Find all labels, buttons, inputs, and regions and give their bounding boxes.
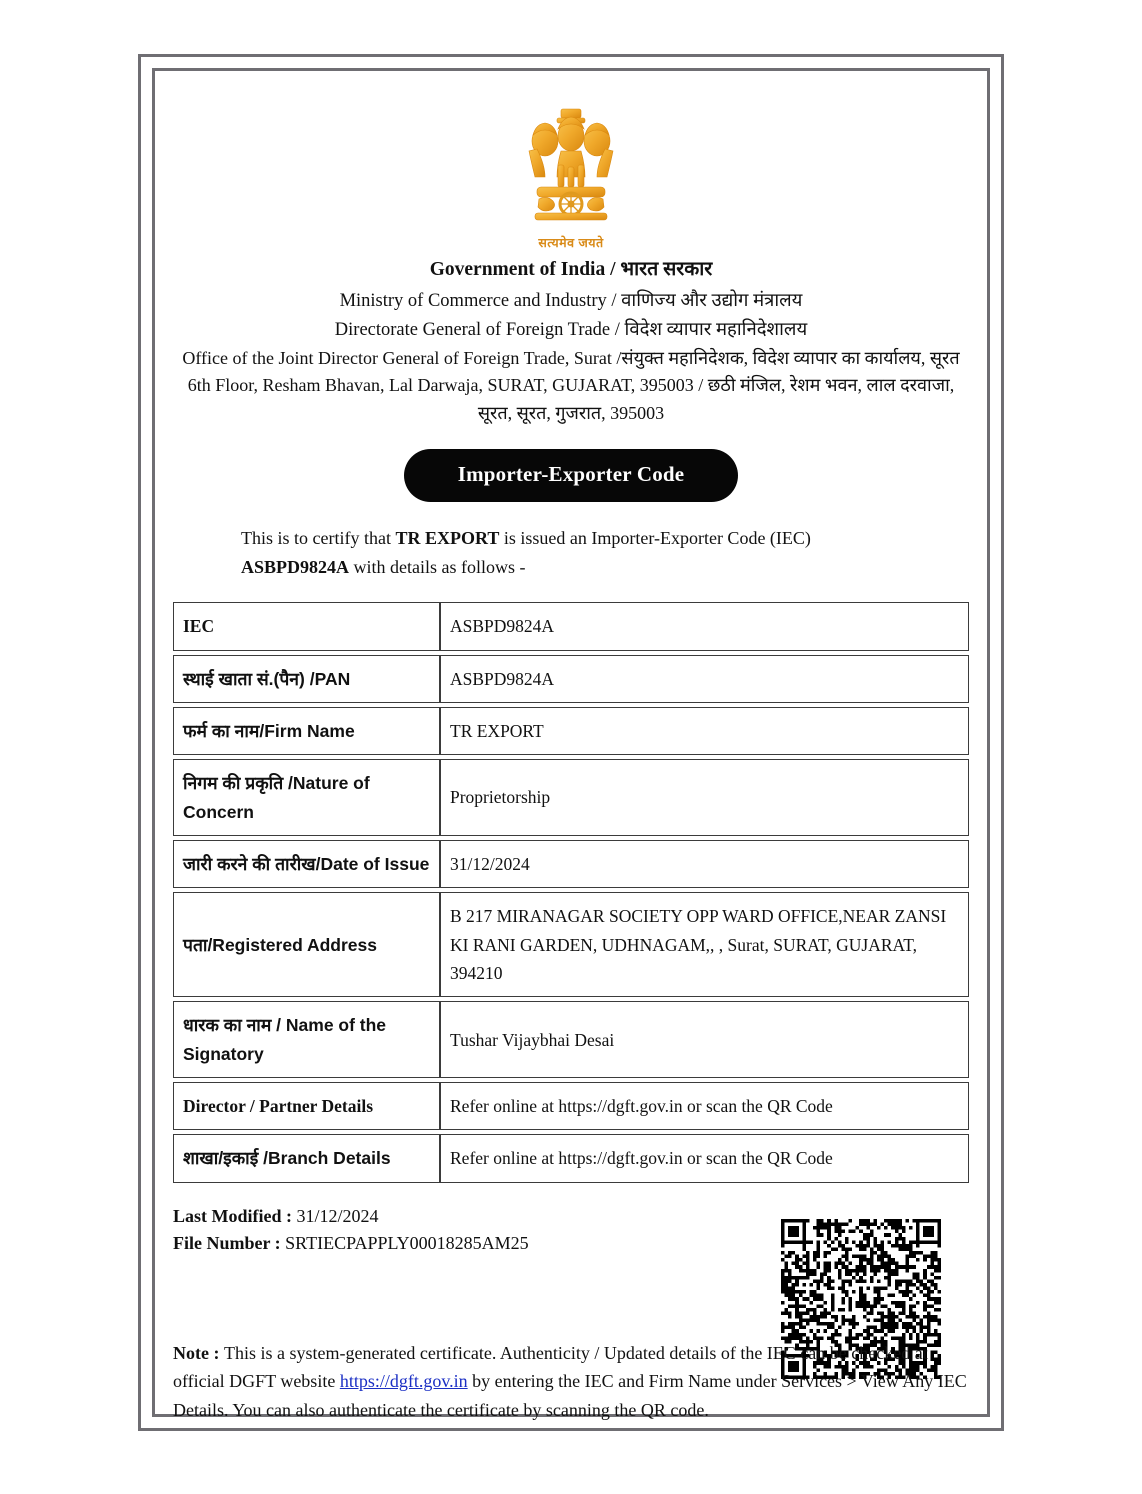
row-value-branch-details: Refer online at https://dgft.gov.in or scan the QR Code [440, 1134, 969, 1182]
row-label-nature-of-concern: निगम की प्रकृति /Nature of Concern [173, 759, 440, 836]
table-row [173, 1134, 969, 1182]
file-number-value: SRTIECPAPPLY00018285AM25 [285, 1232, 529, 1253]
header-line-address-2: सूरत, सूरत, गुजरात, 395003 [477, 402, 665, 423]
state-emblem-svg [517, 105, 625, 235]
title-badge-container [173, 449, 969, 502]
table-row [173, 655, 969, 703]
certify-text-2: is issued an Importer-Exporter Code (IEC) [499, 527, 811, 548]
title-badge: Importer-Exporter Code [404, 449, 739, 502]
row-label-pan: स्थाई खाता सं.(पैन) /PAN [173, 655, 440, 703]
table-row [173, 1082, 969, 1130]
header-line-address-1: 6th Floor, Resham Bhavan, Lal Darwaja, SURAT, GUJARAT, 395003 / छठी मंजिल, रेशम भवन, लाल दरवाजा, [187, 375, 955, 396]
document-header [173, 255, 969, 427]
header-line-office: Office of the Joint Director General of Foreign Trade, Surat /संयुक्त महानिदेशक, विदेश व्यापार का कार्यालय, सूरत [182, 347, 960, 368]
last-modified-value: 31/12/2024 [296, 1205, 379, 1226]
emblem-container [173, 105, 969, 251]
row-value-firm-name: TR EXPORT [440, 707, 969, 755]
table-row [173, 840, 969, 888]
row-label-name-of-signatory: धारक का नाम / Name of the Signatory [173, 1001, 440, 1078]
certify-firm-name: TR EXPORT [395, 527, 500, 548]
row-label-director-partner-details: Director / Partner Details [173, 1082, 440, 1130]
table-row [173, 602, 969, 650]
header-line-directorate: Directorate General of Foreign Trade / विदेश व्यापार महानिदेशालय [334, 319, 808, 340]
row-value-registered-address: B 217 MIRANAGAR SOCIETY OPP WARD OFFICE,NEAR ZANSI KI RANI GARDEN, UDHNAGAM,, , Surat, SURAT, GUJARAT, 394210 [440, 892, 969, 997]
row-label-registered-address: पता/Registered Address [173, 892, 440, 997]
certification-statement [241, 524, 901, 582]
last-modified-label: Last Modified : [173, 1205, 297, 1226]
row-label-date-of-issue: जारी करने की तारीख/Date of Issue [173, 840, 440, 888]
certificate-outer-frame [138, 54, 1004, 1431]
certify-iec-code: ASBPD9824A [241, 557, 350, 578]
dgft-website-link[interactable]: https://dgft.gov.in [339, 1371, 468, 1392]
note-label: Note : [173, 1343, 224, 1363]
row-label-iec: IEC [173, 602, 440, 650]
row-value-iec: ASBPD9824A [440, 602, 969, 650]
certify-text-3: with details as follows - [349, 557, 526, 578]
iec-details-table [173, 598, 969, 1186]
file-number-label: File Number : [173, 1232, 286, 1253]
table-row [173, 707, 969, 755]
table-row [173, 759, 969, 836]
row-value-pan: ASBPD9824A [440, 655, 969, 703]
row-value-nature-of-concern: Proprietorship [440, 759, 969, 836]
note-text-1: This is a system-generated certificate. Authenticity / Updated details of the IEC can be checked at official DGFT website [173, 1343, 928, 1392]
note-text-2: by entering the IEC and Firm Name under Services > View Any IEC Details. You can also authenticate the certificate by scanning the QR code. [173, 1371, 967, 1420]
table-row [173, 892, 969, 997]
header-line-government: Government of India / भारत सरकार [429, 259, 713, 280]
row-value-date-of-issue: 31/12/2024 [440, 840, 969, 888]
footer-note [173, 1339, 969, 1424]
certificate-inner-frame [152, 68, 990, 1420]
header-line-ministry: Ministry of Commerce and Industry / वाणिज्य और उद्योग मंत्रालय [339, 290, 803, 311]
row-label-firm-name: फर्म का नाम/Firm Name [173, 707, 440, 755]
row-value-name-of-signatory: Tushar Vijaybhai Desai [440, 1001, 969, 1078]
emblem-motto: सत्यमेव जयते [538, 236, 604, 250]
row-value-director-partner-details: Refer online at https://dgft.gov.in or scan the QR Code [440, 1082, 969, 1130]
certificate-content [155, 71, 987, 1420]
certify-text-1: This is to certify that [241, 527, 396, 548]
row-label-branch-details: शाखा/इकाई /Branch Details [173, 1134, 440, 1182]
iec-details-tbody [173, 602, 969, 1182]
table-row [173, 1001, 969, 1078]
state-emblem-icon [517, 105, 625, 251]
